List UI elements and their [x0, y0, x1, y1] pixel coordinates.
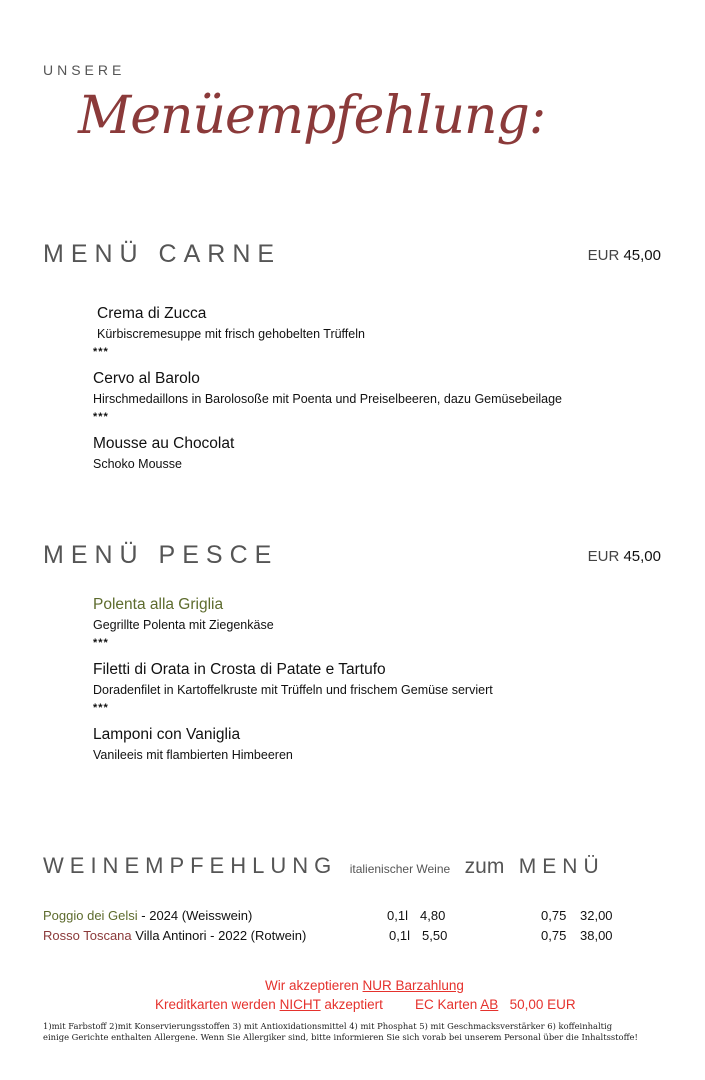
notice-text: akzeptiert: [320, 997, 383, 1012]
wine-label: Rosso Toscana: [43, 928, 132, 943]
wine-large-price: 32,00: [580, 908, 613, 923]
wine-detail: Villa Antinori - 2022 (Rotwein): [131, 928, 307, 943]
wine-small-size: 0,1l: [387, 908, 408, 923]
wine-subtitle: italienischer Weine: [349, 862, 451, 876]
course-separator: ***: [93, 346, 109, 358]
wine-name: [43, 928, 306, 943]
dish-description: Vanileeis mit flambierten Himbeeren: [93, 748, 293, 762]
course-separator: ***: [93, 702, 109, 714]
notice-text: 50,00 EUR: [498, 997, 576, 1012]
wine-detail: - 2024 (Weisswein): [137, 908, 253, 923]
payment-notice-ec: [415, 997, 576, 1012]
price-currency: EUR: [587, 247, 620, 264]
wine-small-size: 0,1l: [389, 928, 410, 943]
wine-name: [43, 908, 252, 923]
dish-description: Gegrillte Polenta mit Ziegenkäse: [93, 618, 274, 632]
dish-name: Mousse au Chocolat: [93, 435, 235, 452]
payment-notice-cash: [265, 978, 464, 993]
dish-name: Cervo al Barolo: [93, 370, 200, 387]
wine-large-size: 0,75: [541, 908, 567, 923]
notice-text: EC Karten: [415, 997, 481, 1012]
dish-description: Kürbiscremesuppe mit frisch gehobelten Trüffeln: [97, 327, 365, 341]
dish-name: Polenta alla Griglia: [93, 596, 224, 613]
payment-notice-credit: [155, 997, 383, 1012]
notice-text: Kreditkarten werden: [155, 997, 280, 1012]
course-separator: ***: [93, 637, 109, 649]
wine-large-price: 38,00: [580, 928, 613, 943]
dish-name: Crema di Zucca: [97, 305, 207, 322]
price-pesce: [588, 548, 661, 565]
price-carne: [588, 247, 661, 264]
allergen-notice: einige Gerichte enthalten Allergene. Wenn Sie Allergiker sind, bitte informieren Sie sich vorab bei unserem Personal über die Inhaltsstoffe!: [43, 1032, 638, 1042]
wine-menu-word: MENÜ: [518, 855, 605, 878]
wine-heading: [43, 853, 605, 879]
wine-label: Poggio dei Gelsi: [43, 908, 138, 923]
wine-small-price: 4,80: [420, 908, 446, 923]
section-title-pesce: MENÜ PESCE: [43, 541, 279, 569]
notice-emphasis: NUR Barzahlung: [362, 978, 464, 993]
notice-emphasis: AB: [480, 997, 499, 1012]
dish-description: Doradenfilet in Kartoffelkruste mit Trüffeln und frischem Gemüse serviert: [93, 683, 493, 697]
dish-description: Hirschmedaillons in Barolosoße mit Poenta und Preiselbeeren, dazu Gemüsebeilage: [93, 392, 563, 406]
dish-name: Filetti di Orata in Crosta di Patate e Tartufo: [93, 661, 386, 678]
header-kicker: UNSERE: [43, 62, 126, 78]
price-currency: EUR: [587, 548, 620, 565]
notice-emphasis: NICHT: [279, 997, 321, 1012]
price-value: 45,00: [623, 247, 661, 264]
allergen-legend: 1)mit Farbstoff 2)mit Konservierungsstoffen 3) mit Antioxidationsmittel 4) mit Phosphat 5) mit Geschmacksverstärker 6) koffeinhaltig: [43, 1021, 613, 1031]
wine-zum: zum: [464, 855, 505, 878]
notice-text: Wir akzeptieren: [265, 978, 363, 993]
dish-description: Schoko Mousse: [93, 457, 182, 471]
wine-small-price: 5,50: [422, 928, 448, 943]
wine-title: WEINEMPFEHLUNG: [43, 853, 338, 878]
wine-large-size: 0,75: [541, 928, 567, 943]
page-title: Menüempfehlung:: [78, 86, 546, 146]
price-value: 45,00: [623, 548, 661, 565]
course-separator: ***: [93, 411, 109, 423]
dish-name: Lamponi con Vaniglia: [93, 726, 241, 743]
section-title-carne: MENÜ CARNE: [43, 240, 282, 268]
